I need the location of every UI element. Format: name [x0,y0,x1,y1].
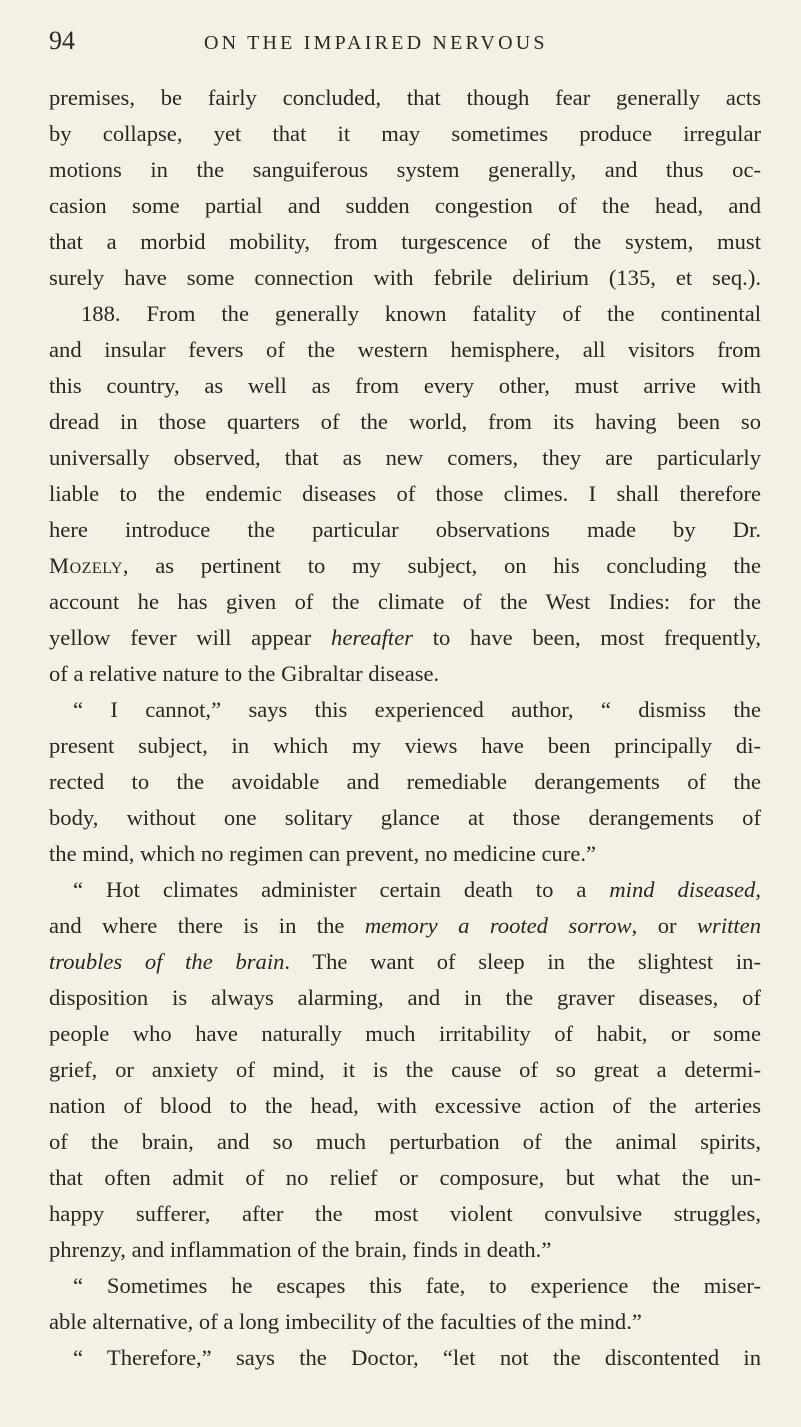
text-line: liable to the endemic diseases of those climes. I shall therefore [49,481,761,506]
body-text [49,80,761,1376]
text-line: yellow fever will appear hereafter to have been, most frequently, [49,625,762,650]
text-line: of the brain, and so much perturbation of the animal spirits, [49,1129,761,1154]
text-line: account he has given of the climate of the West Indies: for the [49,589,761,614]
text-line: people who have naturally much irritability of habit, or some [49,1021,761,1046]
text-line: nation of blood to the head, with excessive action of the arteries [49,1093,761,1118]
running-head: ON THE IMPAIRED NERVOUS [204,32,548,54]
text-line: surely have some connection with febrile delirium (135, et seq.). [49,265,761,290]
text-line: by collapse, yet that it may sometimes produce irregular [49,121,761,146]
text-line: that often admit of no relief or composure, but what the un- [49,1165,761,1190]
text-line: disposition is always alarming, and in the graver diseases, of [49,985,761,1010]
text-line: Mozely, as pertinent to my subject, on his concluding the [49,553,761,578]
text-line: universally observed, that as new comers, they are particularly [49,445,761,470]
text-line: troubles of the brain. The want of sleep in the slightest in- [49,949,761,974]
paragraph-end-line: phrenzy, and inflammation of the brain, finds in death.” [49,1237,552,1262]
text-line: this country, as well as from every other, must arrive with [49,373,761,398]
paragraph-start-line: 188. From the generally known fatality of the continental [81,301,761,326]
paragraph-start-line: “ Sometimes he escapes this fate, to experience the miser- [73,1273,761,1298]
page-header [49,0,753,56]
text-line: casion some partial and sudden congestion of the head, and [49,193,761,218]
text-line: and where there is in the memory a rooted sorrow, or written [49,913,761,938]
page-number: 94 [49,26,75,55]
text-line: present subject, in which my views have been principally di- [49,733,761,758]
paragraph-end-line: able alternative, of a long imbecility of the faculties of the mind.” [49,1309,642,1334]
paragraph-end-line: the mind, which no regimen can prevent, no medicine cure.” [49,841,597,866]
text-line: and insular fevers of the western hemisphere, all visitors from [49,337,761,362]
paragraph-start-line: “ Hot climates administer certain death to a mind diseased, [73,877,761,902]
text-line: here introduce the particular observations made by Dr. [49,517,761,542]
text-line: premises, be fairly concluded, that though fear generally acts [49,85,761,110]
text-line: rected to the avoidable and remediable derangements of the [49,769,761,794]
text-line: happy sufferer, after the most violent convulsive struggles, [49,1201,761,1226]
text-line: grief, or anxiety of mind, it is the cause of so great a determi- [49,1057,761,1082]
text-line: body, without one solitary glance at those derangements of [49,805,761,830]
paragraph-start-line: “ Therefore,” says the Doctor, “let not the discontented in [73,1345,761,1370]
text-line: motions in the sanguiferous system generally, and thus oc- [49,157,761,182]
paragraph-start-line: “ I cannot,” says this experienced author, “ dismiss the [73,697,761,722]
paragraph-end-line: of a relative nature to the Gibraltar disease. [49,661,440,686]
text-line: dread in those quarters of the world, from its having been so [49,409,761,434]
text-line: that a morbid mobility, from turgescence of the system, must [49,229,761,254]
